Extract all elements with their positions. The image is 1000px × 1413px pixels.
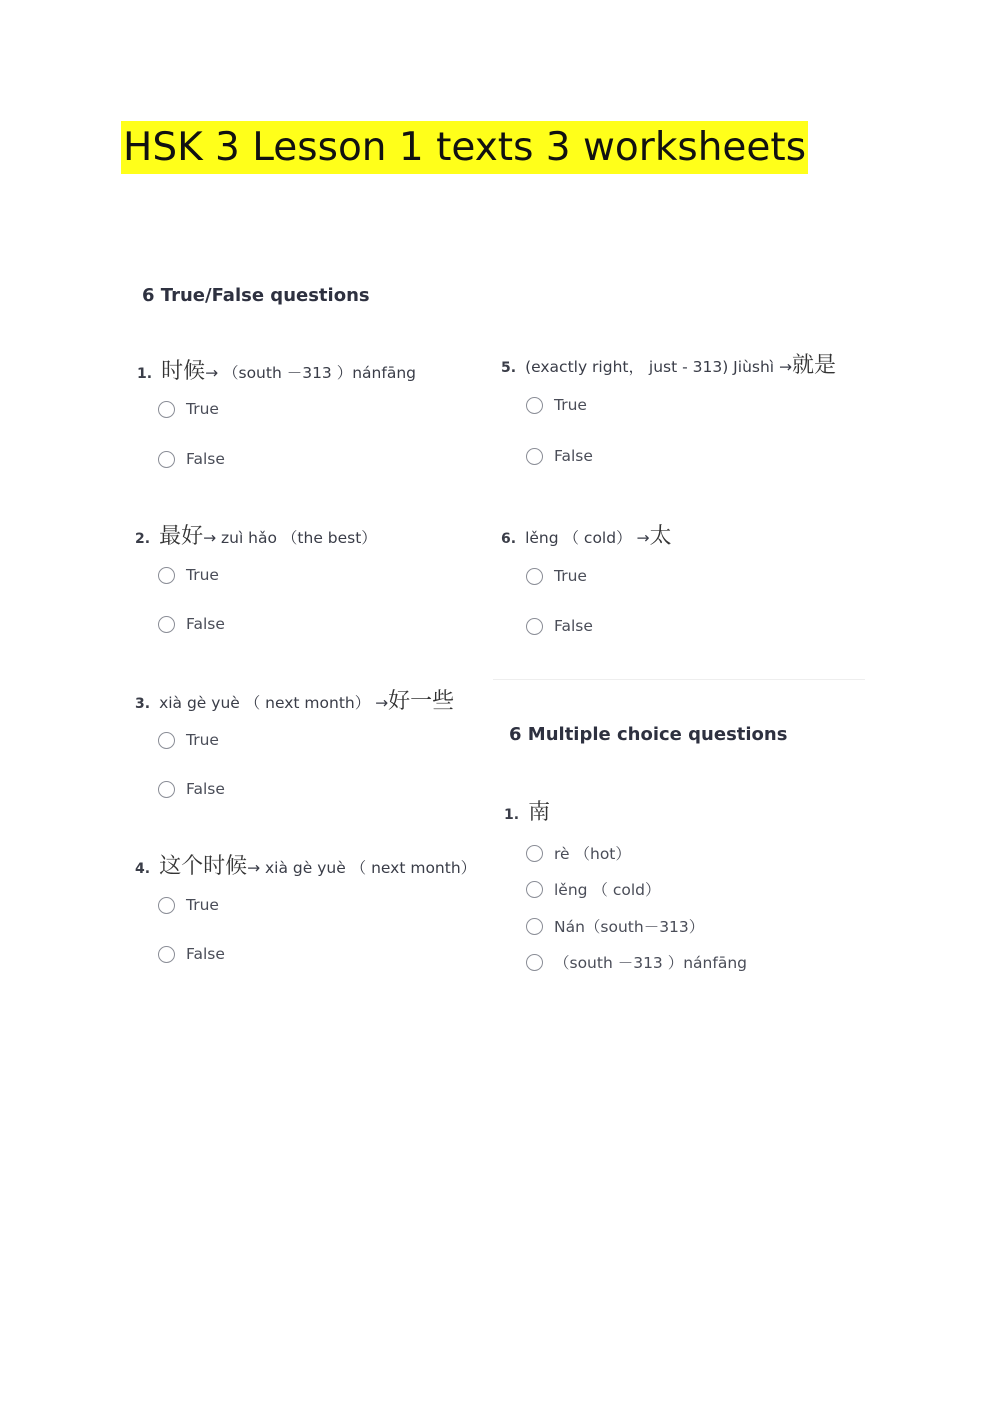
radio-button[interactable] [526, 397, 543, 414]
tf-q4-false-option[interactable] [158, 945, 225, 963]
radio-button[interactable] [526, 618, 543, 635]
radio-button[interactable] [158, 732, 175, 749]
radio-button[interactable] [158, 616, 175, 633]
question-number: 5. [501, 360, 517, 376]
radio-button[interactable] [158, 451, 175, 468]
radio-button[interactable] [158, 781, 175, 798]
question-text: (exactly right， just - 313) Jiùshì → [525, 358, 793, 376]
option-label: Nán（south－313） [554, 918, 705, 936]
tf-question-3 [135, 684, 454, 715]
mc-section-heading: 6 Multiple choice questions [509, 724, 788, 745]
mc-option-3[interactable] [526, 915, 704, 937]
option-label: False [186, 780, 225, 798]
radio-button[interactable] [158, 401, 175, 418]
radio-button[interactable] [526, 568, 543, 585]
option-label: False [186, 945, 225, 963]
option-label: True [554, 567, 587, 585]
option-label: False [186, 450, 225, 468]
option-label: rè （hot） [554, 845, 631, 863]
radio-button[interactable] [158, 946, 175, 963]
question-chinese: 南 [528, 800, 551, 825]
question-text: lěng （ cold） → [525, 529, 650, 547]
option-label: True [186, 731, 219, 749]
question-number: 3. [135, 696, 151, 712]
question-chinese: 最好 [159, 524, 204, 549]
option-label: False [186, 615, 225, 633]
radio-button[interactable] [158, 897, 175, 914]
page-title: HSK 3 Lesson 1 texts 3 worksheets [121, 121, 808, 174]
tf-q1-false-option[interactable] [158, 450, 225, 468]
question-number: 1. [137, 366, 153, 382]
question-chinese: 好一些 [388, 689, 455, 714]
tf-q2-false-option[interactable] [158, 615, 225, 633]
option-label: False [554, 617, 593, 635]
tf-section-heading: 6 True/False questions [142, 285, 370, 306]
tf-q5-true-option[interactable] [526, 396, 587, 414]
tf-q1-true-option[interactable] [158, 400, 219, 418]
tf-q6-true-option[interactable] [526, 567, 587, 585]
tf-question-1 [137, 354, 416, 385]
option-label: False [554, 447, 593, 465]
option-label: True [554, 396, 587, 414]
mc-option-2[interactable] [526, 878, 661, 900]
option-label: lěng （ cold） [554, 881, 661, 899]
question-text: → zuì hǎo （the best） [203, 529, 377, 547]
radio-button[interactable] [526, 954, 543, 971]
question-number: 6. [501, 531, 517, 547]
tf-q3-false-option[interactable] [158, 780, 225, 798]
tf-q2-true-option[interactable] [158, 566, 219, 584]
radio-button[interactable] [158, 567, 175, 584]
option-label: True [186, 400, 219, 418]
question-number: 1. [504, 807, 520, 823]
section-divider [493, 679, 865, 680]
question-number: 4. [135, 861, 151, 877]
tf-question-6 [501, 519, 672, 550]
option-label: True [186, 896, 219, 914]
question-chinese: 时候 [161, 359, 206, 384]
mc-option-1[interactable] [526, 842, 631, 864]
radio-button[interactable] [526, 448, 543, 465]
tf-q5-false-option[interactable] [526, 447, 593, 465]
tf-question-4 [135, 849, 476, 880]
tf-q4-true-option[interactable] [158, 896, 219, 914]
option-label: （south －313 ）nánfāng [554, 954, 747, 972]
mc-question-1 [504, 795, 550, 826]
tf-question-5 [501, 348, 836, 379]
mc-option-4[interactable] [526, 951, 747, 973]
radio-button[interactable] [526, 918, 543, 935]
radio-button[interactable] [526, 881, 543, 898]
question-chinese: 太 [649, 524, 672, 549]
tf-q6-false-option[interactable] [526, 617, 593, 635]
question-text: xià gè yuè （ next month） → [159, 694, 389, 712]
option-label: True [186, 566, 219, 584]
tf-question-2 [135, 519, 377, 550]
question-text: → xià gè yuè （ next month） [247, 859, 477, 877]
question-chinese: 这个时候 [159, 854, 248, 879]
radio-button[interactable] [526, 845, 543, 862]
question-number: 2. [135, 531, 151, 547]
question-text: → （south －313 ）nánfāng [205, 364, 416, 382]
tf-q3-true-option[interactable] [158, 731, 219, 749]
question-chinese: 就是 [792, 353, 837, 378]
